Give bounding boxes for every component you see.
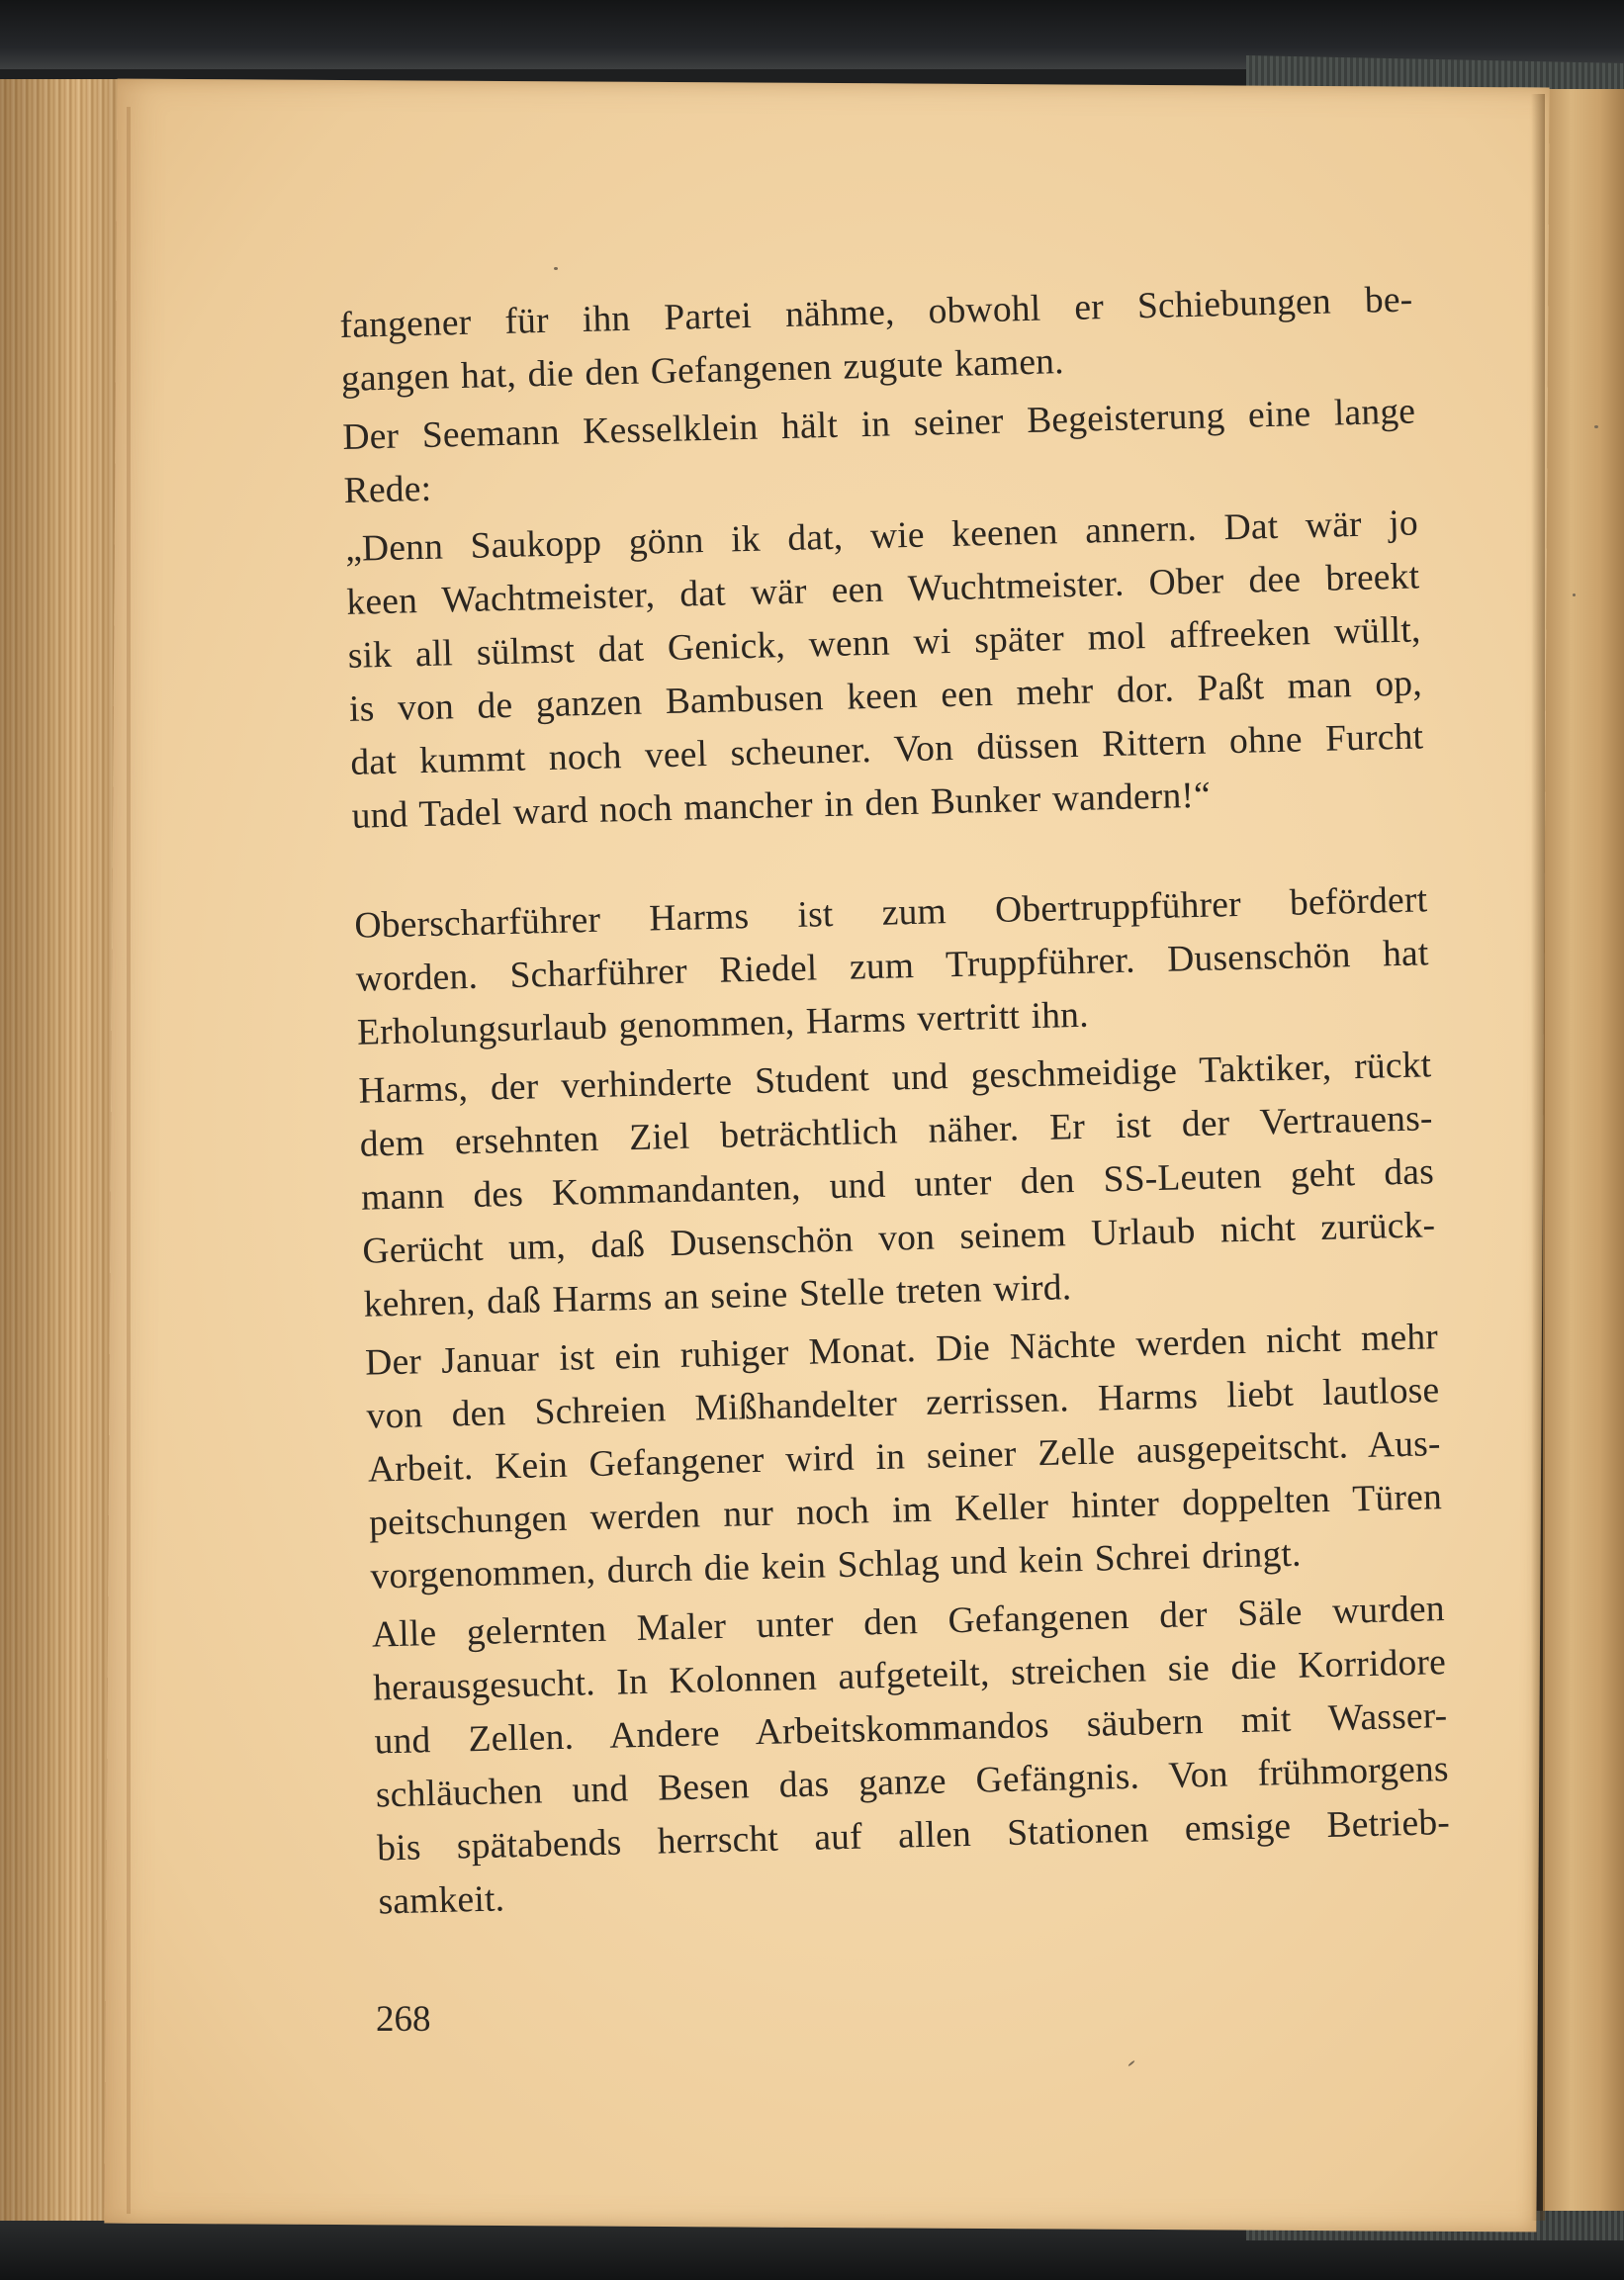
text-line: fangener für ihn Partei nähme, obwohl er Schiebungen be- <box>339 279 1413 346</box>
text-line: is von de ganzen Bambusen keen een mehr dor. Paßt man op, <box>348 663 1423 730</box>
text-line: Gerücht um, daß Dusenschön von seinem Urlaub nicht zurück- <box>362 1205 1436 1272</box>
text-line: keen Wachtmeister, dat wär een Wuchtmeister. Ober dee breekt <box>345 556 1420 623</box>
text-line: dat kummt noch veel scheuner. Von düssen Rittern ohne Furcht <box>349 716 1424 783</box>
text-line: schläuchen und Besen das ganze Gefängnis. Von frühmorgens <box>375 1749 1450 1816</box>
text-line: gangen hat, die den Gefangenen zugute kamen. <box>340 341 1065 400</box>
text-line: Oberscharführer Harms ist zum Obertruppführer befördert <box>353 879 1428 947</box>
paper-speck <box>1573 593 1576 596</box>
text-line: Der Seemann Kesselklein hält in seiner Begeisterung eine lange <box>341 391 1416 458</box>
text-line: Alle gelernten Maler unter den Gefangenen der Säle wurden <box>371 1589 1446 1656</box>
text-line: mann des Kommandanten, und unter den SS-Leuten geht das <box>360 1151 1435 1219</box>
paper-speck <box>554 267 558 270</box>
text-line: Erholungsurlaub genommen, Harms vertritt ihn. <box>356 994 1090 1053</box>
text-line: worden. Scharführer Riedel zum Truppführer. Dusenschön hat <box>355 933 1429 1000</box>
paragraph <box>371 1583 1452 1929</box>
page-number: 268 <box>376 1999 431 2040</box>
paragraph <box>345 497 1426 843</box>
text-line: und Tadel ward noch mancher in den Bunker wandern!“ <box>351 775 1212 837</box>
paragraph <box>358 1039 1437 1331</box>
text-line: Arbeit. Kein Gefangener wird in seiner Zelle ausgepeitscht. Aus- <box>367 1423 1442 1491</box>
page-gutter-right <box>1531 94 1545 2221</box>
text-line: samkeit. <box>378 1878 505 1923</box>
page-gutter-line <box>127 107 131 2214</box>
text-line: von den Schreien Mißhandelter zerrissen. Harms liebt lautlose <box>366 1370 1440 1437</box>
text-line: dem ersehnten Ziel beträchtlich näher. Er ist der Vertrauens- <box>359 1098 1434 1165</box>
text-line: peitschungen werden nur noch im Keller hinter doppelten Türen <box>368 1477 1443 1544</box>
text-line: kehren, daß Harms an seine Stelle treten wird. <box>363 1267 1072 1325</box>
text-line: und Zellen. Andere Arbeitskommandos säubern mit Wasser- <box>374 1695 1448 1763</box>
page-text-body <box>339 273 1453 1980</box>
page-stack-edge-right <box>1543 89 1624 2226</box>
text-line: Harms, der verhinderte Student und geschmeidige Taktiker, rückt <box>358 1045 1432 1112</box>
text-line: sik all sülmst dat Genick, wenn wi später mol affreeken wüllt, <box>347 609 1421 677</box>
text-line: „Denn Saukopp gönn ik dat, wie keenen annern. Dat wär jo <box>344 502 1419 570</box>
paragraph <box>342 385 1417 517</box>
text-line: bis spätabends herrscht auf allen Stationen emsige Betrieb- <box>376 1802 1451 1870</box>
text-line: Rede: <box>343 468 432 511</box>
paper-speck <box>1594 425 1598 428</box>
paragraph <box>365 1311 1444 1603</box>
paragraph <box>354 873 1431 1059</box>
text-line: Der Januar ist ein ruhiger Monat. Die Nächte werden nicht mehr <box>364 1317 1439 1384</box>
text-line: herausgesucht. In Kolonnen aufgeteilt, streichen sie die Korridore <box>372 1642 1447 1709</box>
text-line: vorgenommen, durch die kein Schlag und kein Schrei dringt. <box>370 1533 1303 1597</box>
